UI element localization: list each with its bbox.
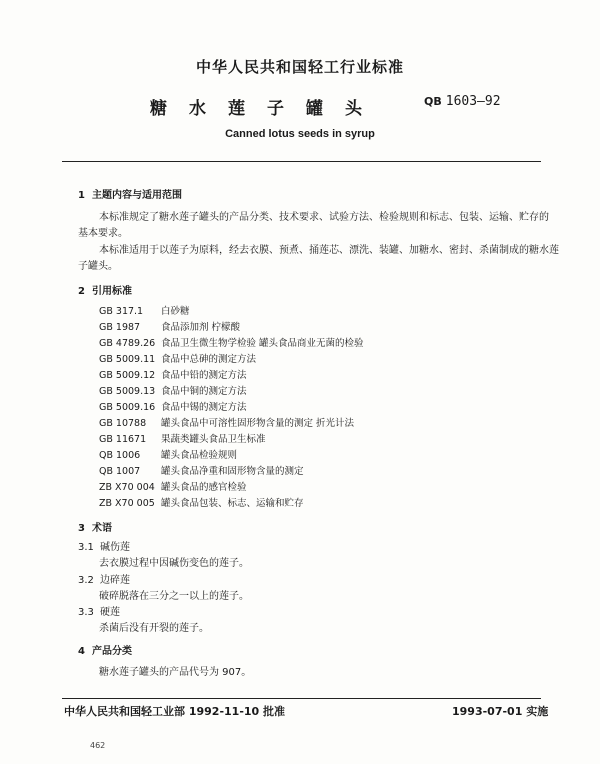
term-definition: 去衣膜过程中因碱伤变色的莲子。 [99,558,249,569]
reference-item [99,479,247,493]
reference-item [99,415,354,429]
section-4-heading [78,642,132,657]
paragraph-line: 本标准规定了糖水莲子罐头的产品分类、技术要求、试验方法、检验规则和标志、包装、运输、贮存的 [99,212,549,223]
reference-code: ZB X70 005 [99,498,155,509]
ministry-header: 中华人民共和国轻工行业标准 [195,58,404,76]
approval-line: 中华人民共和国轻工业部 1992-11-10 批准 [64,705,286,718]
reference-title: 罐头食品的感官检验 [161,482,247,493]
reference-code: GB 5009.13 [99,386,156,397]
reference-code: GB 11671 [99,434,147,445]
reference-item [99,399,247,413]
reference-code: GB 5009.11 [99,354,156,365]
reference-title: 食品中铅的测定方法 [161,370,247,381]
reference-code: GB 10788 [99,418,147,429]
reference-title: 罐头食品中可溶性固形物含量的测定 折光计法 [161,418,355,429]
section-number: 4 [78,646,85,657]
term-heading [78,571,130,586]
reference-code: QB 1007 [99,466,141,477]
reference-code: GB 5009.16 [99,402,156,413]
reference-item [99,351,256,365]
reference-title: 食品中总砷的测定方法 [161,354,257,365]
paragraph-line: 本标准适用于以莲子为原料，经去衣膜、预煮、捅莲芯、漂洗、装罐、加糖水、密封、杀菌制成的糖水莲 [99,245,559,256]
section-title: 产品分类 [92,646,132,657]
reference-item [99,367,247,381]
section-title: 主题内容与适用范围 [92,190,182,201]
reference-title: 食品添加剂 柠檬酸 [161,322,241,333]
page-number: 462 [90,741,106,750]
reference-title: 白砂糖 [161,306,190,317]
section-title: 术语 [92,523,112,534]
reference-code: ZB X70 004 [99,482,155,493]
section-title: 引用标准 [92,286,132,297]
section-2-heading [78,282,132,297]
reference-title: 罐头食品包装、标志、运输和贮存 [161,498,304,509]
reference-title: 食品中锡的测定方法 [161,402,247,413]
term-name: 边碎莲 [100,575,130,586]
english-title: Canned lotus seeds in syrup [225,128,375,140]
document-title: 糖水莲子罐头 [150,99,384,119]
bottom-divider [62,698,541,699]
term-number: 3.2 [78,575,94,586]
standard-number [424,94,501,109]
term-name: 碱伤莲 [100,542,130,553]
standard-code: 1603—92 [445,94,501,109]
term-number: 3.3 [78,607,94,618]
term-heading [78,538,130,553]
reference-title: 食品卫生微生物学检验 罐头食品商业无菌的检验 [161,338,364,349]
reference-title: 罐头食品净重和固形物含量的测定 [161,466,304,477]
effective-date: 1993-07-01 实施 [452,705,549,718]
term-definition: 破碎脱落在三分之一以上的莲子。 [99,591,249,602]
term-number: 3.1 [78,542,94,553]
term-definition: 杀菌后没有开裂的莲子。 [99,623,209,634]
term-heading [78,603,120,618]
reference-title: 果蔬类罐头食品卫生标准 [161,434,266,445]
reference-title: 罐头食品检验规则 [161,450,238,461]
reference-item [99,495,304,509]
reference-code: GB 1987 [99,322,141,333]
section-number: 2 [78,286,85,297]
reference-item [99,447,237,461]
section-4-text: 糖水莲子罐头的产品代号为 907。 [99,667,252,678]
reference-item [99,303,190,317]
reference-item [99,335,364,349]
paragraph-line: 基本要求。 [78,228,128,239]
section-3-heading [78,519,112,534]
reference-item [99,383,247,397]
paragraph-line: 子罐头。 [78,261,118,272]
reference-code: GB 5009.12 [99,370,156,381]
reference-code: GB 4789.26 [99,338,156,349]
reference-code: GB 317.1 [99,306,144,317]
reference-title: 食品中铜的测定方法 [161,386,247,397]
reference-item [99,431,266,445]
section-number: 1 [78,190,85,201]
term-name: 硬莲 [100,607,120,618]
reference-item [99,463,304,477]
section-number: 3 [78,523,85,534]
standard-prefix: QB [424,95,442,108]
top-divider [62,161,541,162]
section-1-heading [78,186,182,201]
reference-code: QB 1006 [99,450,141,461]
reference-item [99,319,240,333]
